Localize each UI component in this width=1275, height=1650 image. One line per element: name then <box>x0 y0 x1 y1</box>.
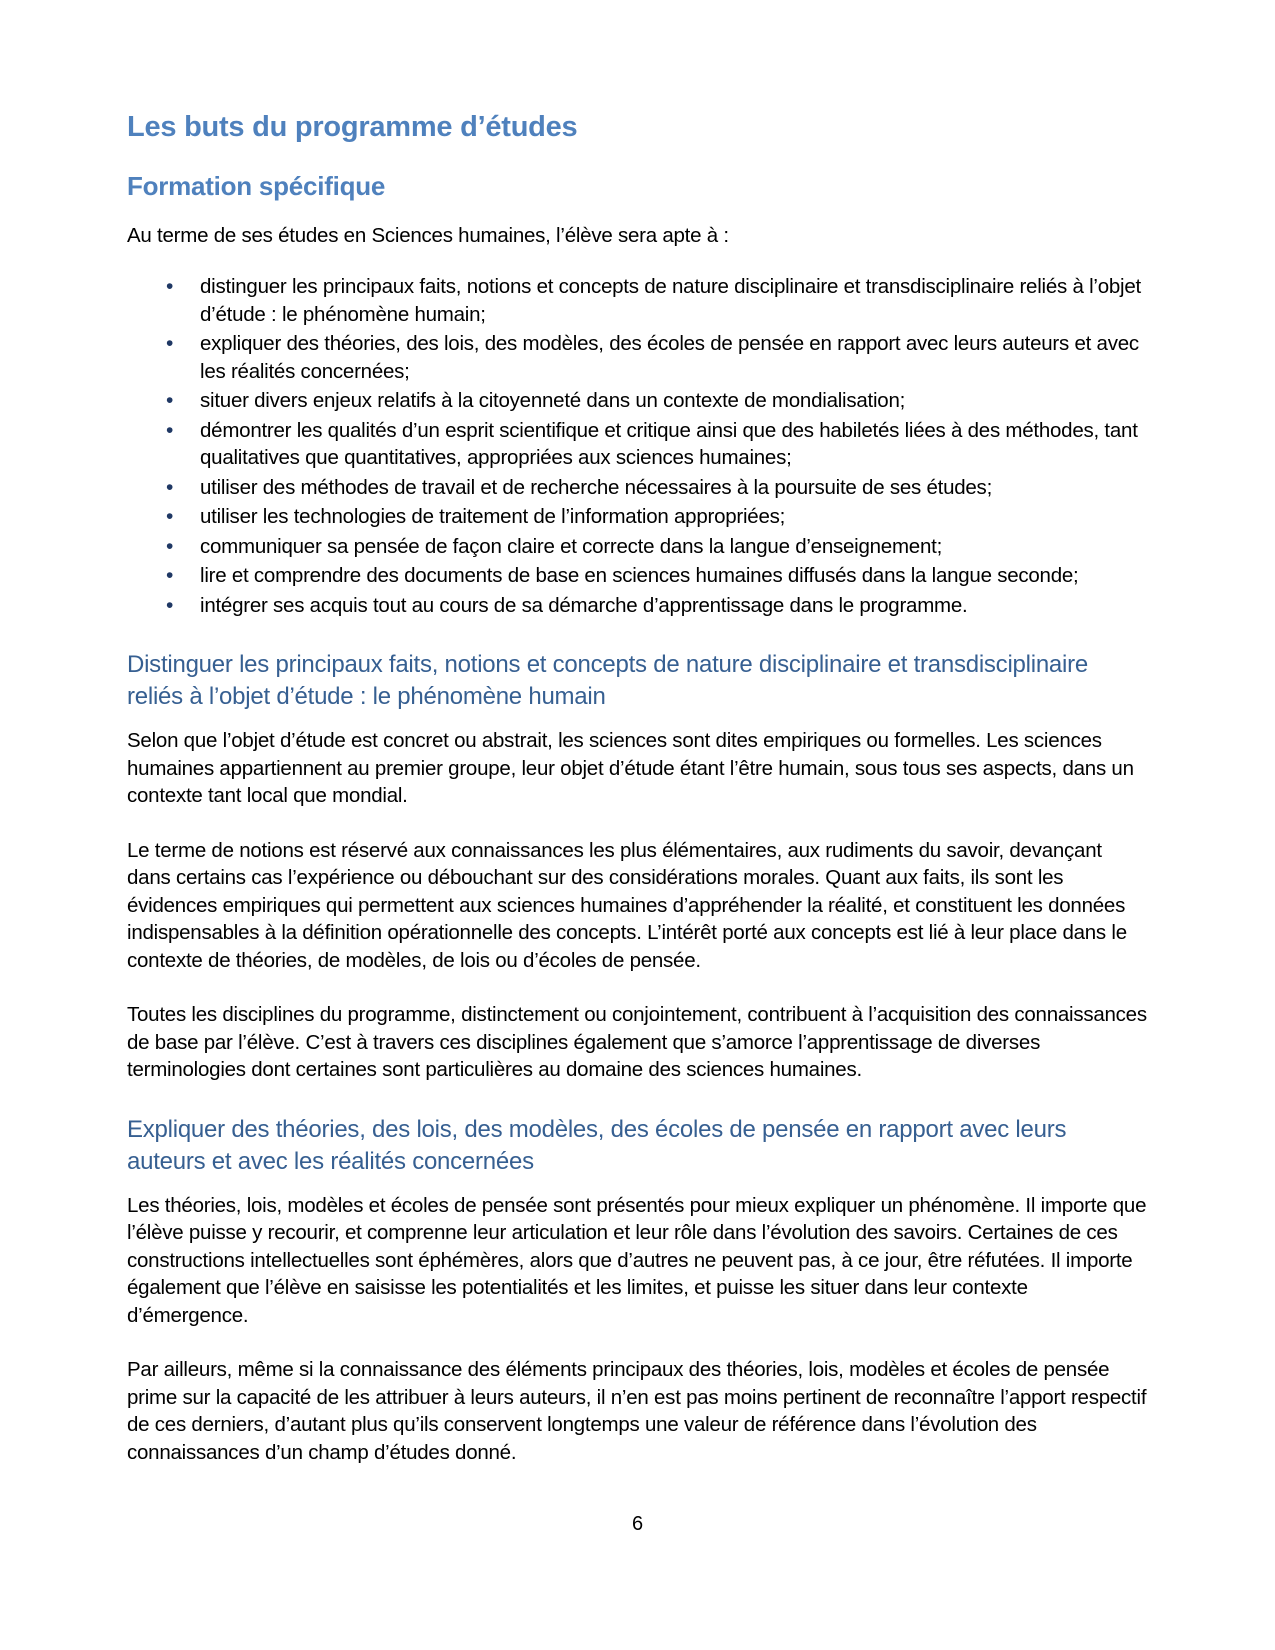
subsection-expliquer <box>127 1114 1148 1467</box>
body-paragraph: Le terme de notions est réservé aux connaissances les plus élémentaires, aux rudiments du savoir, devançant dans certains cas l’expérience ou débouchant sur des considérations morales. Quant aux faits, ils sont les évidences empiriques qui permettent aux sciences humaines d’appréhender la réalité, et constituent les données indispensables à la définition opérationnelle des concepts. L’intérêt porté aux concepts est lié à leur place dans le contexte de théories, de modèles, de lois ou d’écoles de pensée. <box>127 838 1127 972</box>
body-paragraph: Les théories, lois, modèles et écoles de pensée sont présentés pour mieux expliquer un phénomène. Il importe que l’élève puisse y recourir, et comprenne leur articulation et leur rôle dans l’évolution des savoirs. Certaines de ces constructions intellectuelles sont éphémères, alors que d’autres ne peuvent pas, à ce jour, être réfutées. Il importe également que l’élève en saisisse les potentialités et les limites, et puisse les situer dans leur contexte d’émergence. <box>127 1193 1147 1327</box>
page-number: 6 <box>632 1513 643 1535</box>
objective-item: • situer divers enjeux relatifs à la citoyenneté dans un contexte de mondialisation; <box>200 387 1148 415</box>
intro-text: Au terme de ses études en Sciences humaines, l’élève sera apte à : <box>127 224 729 248</box>
objective-item: • distinguer les principaux faits, notions et concepts de nature disciplinaire et transdisciplinaire reliés à l’objet d’étude : le phénomène humain; <box>200 273 1148 328</box>
objective-item: • utiliser des méthodes de travail et de recherche nécessaires à la poursuite de ses études; <box>200 474 1148 502</box>
body-paragraph: Selon que l’objet d’étude est concret ou abstrait, les sciences sont dites empiriques ou formelles. Les sciences humaines appartiennent au premier groupe, leur objet d’étude étant l’être humain, sous tous ses aspects, dans un contexte tant local que mondial. <box>127 729 1134 808</box>
objective-item: • intégrer ses acquis tout au cours de sa démarche d’apprentissage dans le programme. <box>200 592 1148 620</box>
body-paragraph: Toutes les disciplines du programme, distinctement ou conjointement, contribuent à l’acquisition des connaissances de base par l’élève. C’est à travers ces disciplines également que s’amorce l’apprentissage de diverses terminologies dont certaines sont particulières au domaine des sciences humaines. <box>127 1003 1147 1082</box>
subsection-heading-expliquer: Expliquer des théories, des lois, des modèles, des écoles de pensée en rapport avec leurs auteurs et avec les réalités concernées <box>127 1115 1067 1175</box>
objectives-list <box>127 273 1148 619</box>
objective-item: • utiliser les technologies de traitement de l’information appropriées; <box>200 503 1148 531</box>
objective-item: • lire et comprendre des documents de base en sciences humaines diffusés dans la langue seconde; <box>200 562 1148 590</box>
section-heading-formation-specifique: Formation spécifique <box>127 170 386 201</box>
subsection-heading-distinguer: Distinguer les principaux faits, notions et concepts de nature disciplinaire et transdisciplinaire reliés à l’objet d’étude : le phénomène humain <box>127 651 1088 711</box>
subsection-distinguer <box>127 649 1148 1084</box>
body-paragraph: Par ailleurs, même si la connaissance des éléments principaux des théories, lois, modèles et écoles de pensée prime sur la capacité de les attribuer à leurs auteurs, il n’en est pas moins pertinent de reconnaître l’apport respectif de ces derniers, d’autant plus qu’ils conservent longtemps une valeur de référence dans l’évolution des connaissances d’un champ d’études donné. <box>127 1358 1147 1464</box>
objective-item: • communiquer sa pensée de façon claire et correcte dans la langue d’enseignement; <box>200 533 1148 561</box>
page-title: Les buts du programme d’études <box>127 111 578 143</box>
objective-item: • démontrer les qualités d’un esprit scientifique et critique ainsi que des habiletés liées à des méthodes, tant qualitatives que quantitatives, appropriées aux sciences humaines; <box>200 417 1148 472</box>
objective-item: • expliquer des théories, des lois, des modèles, des écoles de pensée en rapport avec leurs auteurs et avec les réalités concernées; <box>200 330 1148 385</box>
